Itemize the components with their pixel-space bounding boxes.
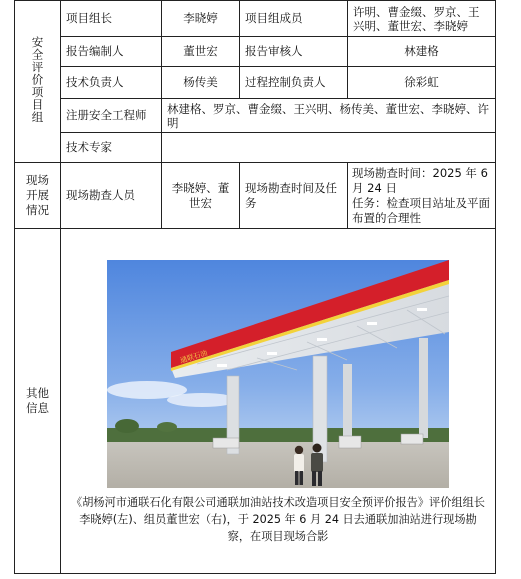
process-control-value: 徐彩虹 <box>348 67 496 99</box>
section-label-site-line1: 现场 <box>26 173 49 187</box>
section-label-other-line1: 其他 <box>26 386 49 400</box>
cloud <box>167 393 237 407</box>
team-leader-value: 李晓婷 <box>162 1 240 37</box>
members-value: 许明、曹金缀、罗京、王兴明、董世宏、李晓婷 <box>348 1 496 37</box>
safety-engineer-label: 注册安全工程师 <box>61 99 162 133</box>
section-other-info <box>15 229 61 574</box>
table-row <box>15 1 496 37</box>
section-label-site-line2: 开展 <box>26 188 49 202</box>
section-label-assessment-team: 安全评价项目组 <box>30 35 45 124</box>
photo-caption: 《胡杨河市通联石化有限公司通联加油站技术改造项目安全预评价报告》评价组组长李晓婷(左)、组员董世宏（右)，于 2025 年 6 月 24 日去通联加油站进行现场勘察，在项目现场合影 <box>71 495 485 543</box>
evaluation-info-table <box>14 0 496 574</box>
fuel-island <box>213 438 239 448</box>
tree-line <box>107 428 449 442</box>
inspection-time: 现场勘查时间：2025 年 6 月 24 日 <box>352 165 488 195</box>
report-author-value: 董世宏 <box>162 37 240 67</box>
time-task-value <box>348 163 496 229</box>
tree <box>157 422 177 432</box>
ground <box>107 442 449 488</box>
team-leader-label: 项目组长 <box>61 1 162 37</box>
safety-engineers-value: 林建格、罗京、曹金缀、王兴明、杨传美、董世宏、李晓婷、许明 <box>162 99 496 133</box>
section-site-work <box>15 163 61 229</box>
table-row <box>15 67 496 99</box>
site-photo <box>107 260 449 488</box>
table-row <box>15 229 496 574</box>
table-row <box>15 37 496 67</box>
members-label: 项目组成员 <box>240 1 348 37</box>
tech-expert-label: 技术专家 <box>61 133 162 163</box>
tree <box>115 419 139 433</box>
photo-cell <box>61 229 496 574</box>
table-row <box>15 163 496 229</box>
tech-expert-value <box>162 133 496 163</box>
report-author-label: 报告编制人 <box>61 37 162 67</box>
process-control-label: 过程控制负责人 <box>240 67 348 99</box>
inspector-label: 现场勘查人员 <box>61 163 162 229</box>
tech-lead-value: 杨传美 <box>162 67 240 99</box>
canopy-column <box>343 364 352 436</box>
inspection-task: 任务：检查项目站址及平面布置的合理性 <box>352 195 490 225</box>
time-task-label: 现场勘查时间及任务 <box>240 163 348 229</box>
fuel-island <box>401 434 423 444</box>
report-reviewer-value: 林建格 <box>348 37 496 67</box>
section-label-site-line3: 情况 <box>26 203 49 217</box>
gas-station-photo <box>107 260 449 488</box>
tech-lead-label: 技术负责人 <box>61 67 162 99</box>
table-row <box>15 99 496 133</box>
section-label-other-line2: 信息 <box>26 401 49 415</box>
fuel-island <box>339 436 361 448</box>
section-assessment-team <box>15 1 61 163</box>
table-row <box>15 133 496 163</box>
report-reviewer-label: 报告审核人 <box>240 37 348 67</box>
canopy-column <box>419 338 428 438</box>
inspector-value: 李晓婷、董世宏 <box>162 163 240 229</box>
canopy-sign: 通联石油 <box>179 348 209 365</box>
